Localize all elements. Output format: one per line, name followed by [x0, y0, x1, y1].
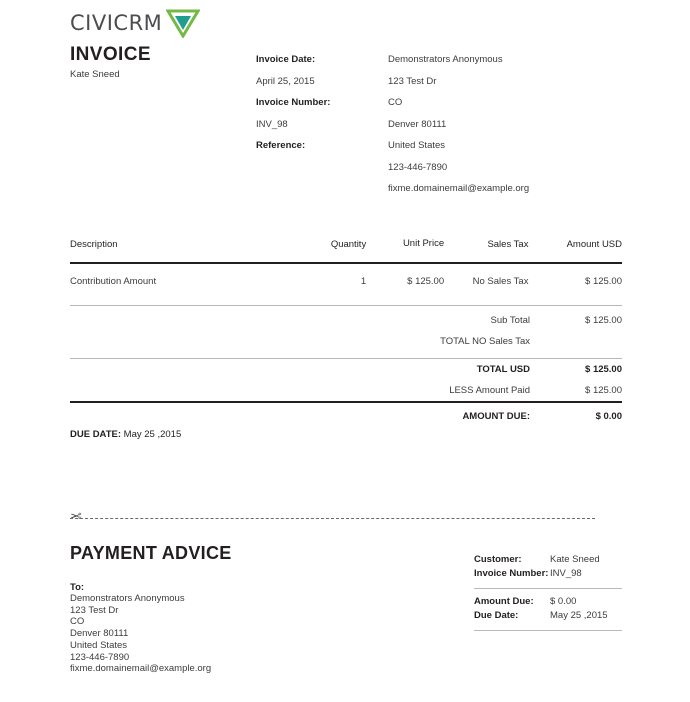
subtotal-divider [70, 305, 622, 306]
recipient-address [388, 49, 529, 200]
due-date-label: DUE DATE: [70, 429, 122, 440]
logo-wordmark [70, 11, 162, 35]
page-title: INVOICE [70, 44, 151, 65]
address-line: Denver 80111 [70, 628, 129, 640]
civicrm-logo [70, 8, 200, 38]
subtotal-block [70, 315, 622, 357]
recipient-line: Demonstrators Anonymous [388, 54, 503, 65]
invoice-meta-labels [256, 49, 330, 157]
column-header-quantity: Quantity [330, 239, 367, 250]
tax-label: TOTAL NO Sales Tax [440, 336, 530, 347]
recipient-line: Denver 80111 [388, 118, 447, 130]
amount-paid-value: $ 125.00 [585, 385, 622, 396]
address-line: United States [70, 639, 128, 651]
pa-invoice-number-row [474, 568, 622, 582]
invoice-date-label: Invoice Date: [256, 54, 316, 65]
due-date-value: May 25 ,2015 [123, 429, 182, 440]
pa-amount-due-value: $ 0.00 [550, 596, 577, 607]
column-header-sales-tax: Sales Tax [487, 239, 529, 250]
subtotal-value: $ 125.00 [585, 315, 622, 326]
payment-advice-title: PAYMENT ADVICE [70, 543, 232, 563]
customer-row [474, 554, 622, 568]
total-block [70, 364, 622, 406]
address-line: CO [70, 616, 85, 628]
cell-description: Contribution Amount [70, 276, 157, 287]
pa-divider-top [474, 588, 622, 589]
recipient-line: United States [388, 140, 446, 151]
cell-unit-price: $ 125.00 [407, 276, 445, 287]
pa-due-date-row [474, 610, 622, 624]
total-row [70, 364, 622, 385]
invoice-date-value: April 25, 2015 [256, 75, 315, 87]
invoice-number-label: Invoice Number: [256, 97, 331, 108]
reference-label: Reference: [256, 140, 306, 151]
column-header-description: Description [70, 239, 118, 250]
subtotal-label: Sub Total [490, 315, 530, 326]
amount-due-value: $ 0.00 [595, 411, 622, 422]
pa-divider-bottom [474, 630, 622, 631]
customer-label: Customer: [474, 554, 522, 565]
logo-civi-text: CIVI [70, 11, 114, 35]
tax-row [70, 336, 622, 357]
bill-to-name: Kate Sneed [70, 69, 120, 80]
customer-value: Kate Sneed [550, 554, 600, 565]
column-header-amount: Amount USD [566, 239, 622, 250]
pa-due-date-value: May 25 ,2015 [550, 610, 608, 621]
total-label: TOTAL USD [476, 364, 530, 375]
address-line: 123 Test Dr [70, 604, 119, 616]
recipient-email: fixme.domainemail@example.org [388, 183, 530, 194]
address-email: fixme.domainemail@example.org [70, 663, 212, 675]
recipient-line: 123-446-7890 [388, 161, 448, 173]
column-header-unit-price: Unit Price [402, 238, 445, 249]
cell-quantity: 1 [360, 276, 367, 287]
triangle-logo-icon [166, 8, 200, 38]
amount-paid-label: LESS Amount Paid [449, 385, 530, 396]
address-line: Demonstrators Anonymous [70, 593, 185, 604]
amount-due-divider [70, 401, 622, 403]
scissors-icon: ✂ [70, 508, 82, 524]
pa-amount-due-label: Amount Due: [474, 596, 534, 607]
amount-due-label: AMOUNT DUE: [462, 411, 530, 422]
recipient-line: CO [388, 97, 403, 108]
invoice-number-value: INV_98 [256, 118, 288, 130]
subtotal-row [70, 315, 622, 336]
pa-amount-due-row [474, 596, 622, 610]
cut-line-divider [70, 518, 595, 519]
pa-invoice-number-value: INV_98 [550, 568, 582, 579]
cell-sales-tax: No Sales Tax [472, 276, 529, 287]
table-row [70, 263, 622, 298]
total-value: $ 125.00 [585, 364, 622, 375]
pa-invoice-number-label: Invoice Number: [474, 568, 549, 579]
payment-advice-to-label: To: [70, 582, 85, 593]
cell-amount: $ 125.00 [585, 276, 622, 287]
logo-crm-text: CRM [113, 11, 163, 35]
recipient-line: 123 Test Dr [388, 75, 437, 87]
pa-due-date-label: Due Date: [474, 610, 519, 621]
address-line: 123-446-7890 [70, 651, 130, 663]
payment-advice-summary [474, 554, 622, 631]
table-header-row [70, 238, 622, 262]
total-divider-top [70, 358, 622, 359]
due-date-line [70, 429, 181, 440]
payment-advice-address [70, 593, 211, 675]
line-items-table [70, 238, 622, 298]
